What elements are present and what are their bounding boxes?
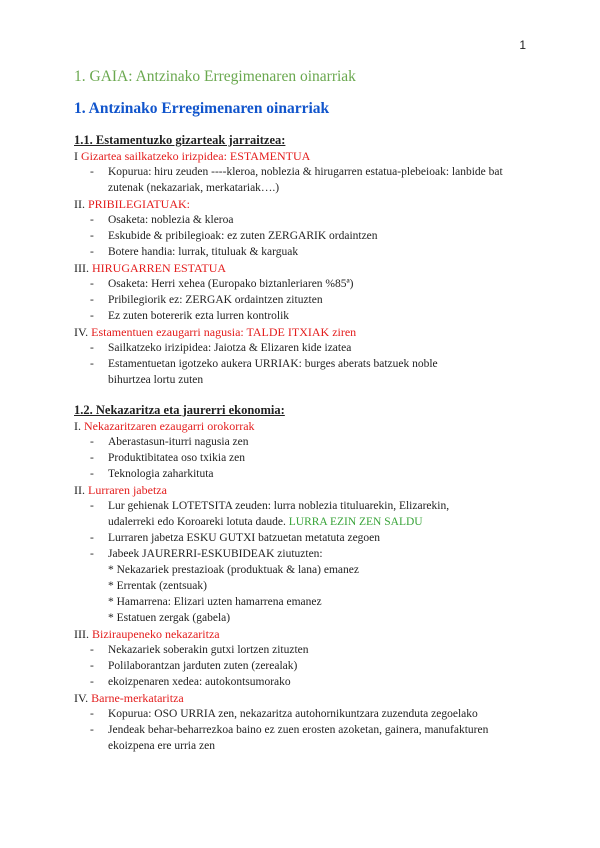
category-heading: [74, 148, 534, 164]
sub-item: * Estatuen zergak (gabela): [108, 612, 231, 624]
category-number: I.: [74, 419, 81, 433]
category-number: IV.: [74, 325, 89, 339]
list-item: - Eskubide & pribilegioak: ez zuten ZERGARIK ordaintzen: [90, 230, 378, 242]
list-item: - Nekazariek soberakin gutxi lortzen zituzten: [90, 644, 309, 656]
list-item: - Pribilegiorik ez: ZERGAK ordaintzen zituzten: [90, 294, 323, 306]
list-item: - Ez zuten botererik ezta lurren kontrolik: [90, 310, 290, 322]
list-item-continuation: zutenak (nekazariak, merkatariak….): [108, 182, 280, 194]
list-item: - Polilaborantzan jarduten zuten (zerealak): [90, 660, 298, 672]
category-heading: [74, 418, 534, 434]
page-number: 1: [519, 38, 526, 52]
category-label: Gizartea sailkatzeko irizpidea: ESTAMENTUA: [81, 149, 311, 163]
category-label: Lurraren jabetza: [88, 483, 167, 497]
sub-item: * Errentak (zentsuak): [108, 580, 207, 592]
section-heading: 1. Antzinako Erregimenaren oinarriak: [74, 100, 330, 117]
highlighted-text: LURRA EZIN ZEN SALDU: [288, 516, 423, 528]
category-heading: [74, 626, 534, 642]
category-label: Biziraupeneko nekazaritza: [92, 627, 220, 641]
list-item-continuation: bihurtzea lortu zuten: [108, 374, 204, 386]
list-item: - Aberastasun-iturri nagusia zen: [90, 436, 249, 448]
list-item: - Jendeak behar-beharrezkoa baino ez zuen erosten azoketan, gainera, manufakturen: [90, 724, 489, 736]
list-item-continuation: udalerreki edo Koroareki lotuta daude. LURRA EZIN ZEN SALDU: [108, 516, 423, 528]
category-heading: [74, 260, 534, 276]
category-number: II.: [74, 197, 85, 211]
category-label: Barne-merkataritza: [91, 691, 184, 705]
document-body: [74, 68, 534, 754]
list-item: - Kopurua: OSO URRIA zen, nekazaritza autohornikuntzara zuzenduta zegoelako: [90, 708, 478, 720]
category-number: I: [74, 149, 78, 163]
list-item: - Lur gehienak LOTETSITA zeuden: lurra noblezia tituluarekin, Elizarekin,: [90, 500, 450, 512]
subsection-title: 1.1. Estamentuzko gizarteak jarraitzea:: [74, 133, 286, 147]
sub-item: * Hamarrena: Elizari uzten hamarrena emanez: [108, 596, 322, 608]
category-label: PRIBILEGIATUAK:: [88, 197, 190, 211]
sub-item: * Nekazariek prestazioak (produktuak & lana) emanez: [108, 564, 359, 576]
list-item: - Osaketa: noblezia & kleroa: [90, 214, 234, 226]
category-number: III.: [74, 627, 89, 641]
category-number: IV.: [74, 691, 89, 705]
category-heading: [74, 324, 534, 340]
category-heading: [74, 196, 534, 212]
category-heading: [74, 482, 534, 498]
category-label: HIRUGARREN ESTATUA: [92, 261, 227, 275]
chapter-heading: 1. GAIA: Antzinako Erregimenaren oinarriak: [74, 68, 356, 85]
category-heading: [74, 690, 534, 706]
list-item: - Jabeek JAURERRI-ESKUBIDEAK ziutuzten:: [90, 548, 323, 560]
category-label: Nekazaritzaren ezaugarri orokorrak: [84, 419, 255, 433]
list-item: - Kopurua: hiru zeuden ----kleroa, noblezia & hirugarren estatua-plebeioak: lanbide bat: [90, 166, 503, 178]
category-number: III.: [74, 261, 89, 275]
list-item: - Sailkatzeko irizipidea: Jaiotza & Elizaren kide izatea: [90, 342, 352, 354]
category-label: Estamentuen ezaugarri nagusia: TALDE ITXIAK ziren: [91, 325, 357, 339]
list-item: - ekoizpenaren xedea: autokontsumorako: [90, 676, 291, 688]
list-item: - Teknologia zaharkituta: [90, 468, 214, 480]
list-item: - Osaketa: Herri xehea (Europako biztanleriaren %85ª): [90, 278, 354, 290]
list-item-continuation: ekoizpena ere urria zen: [108, 740, 215, 752]
list-item: - Produktibitatea oso txikia zen: [90, 452, 246, 464]
list-item: - Botere handia: lurrak, tituluak & karguak: [90, 246, 299, 258]
category-number: II.: [74, 483, 85, 497]
list-item: - Estamentuetan igotzeko aukera URRIAK: burges aberats batzuek noble: [90, 358, 438, 370]
subsection-title: 1.2. Nekazaritza eta jaurerri ekonomia:: [74, 403, 285, 417]
list-item: - Lurraren jabetza ESKU GUTXI batzuetan metatuta zegoen: [90, 532, 381, 544]
